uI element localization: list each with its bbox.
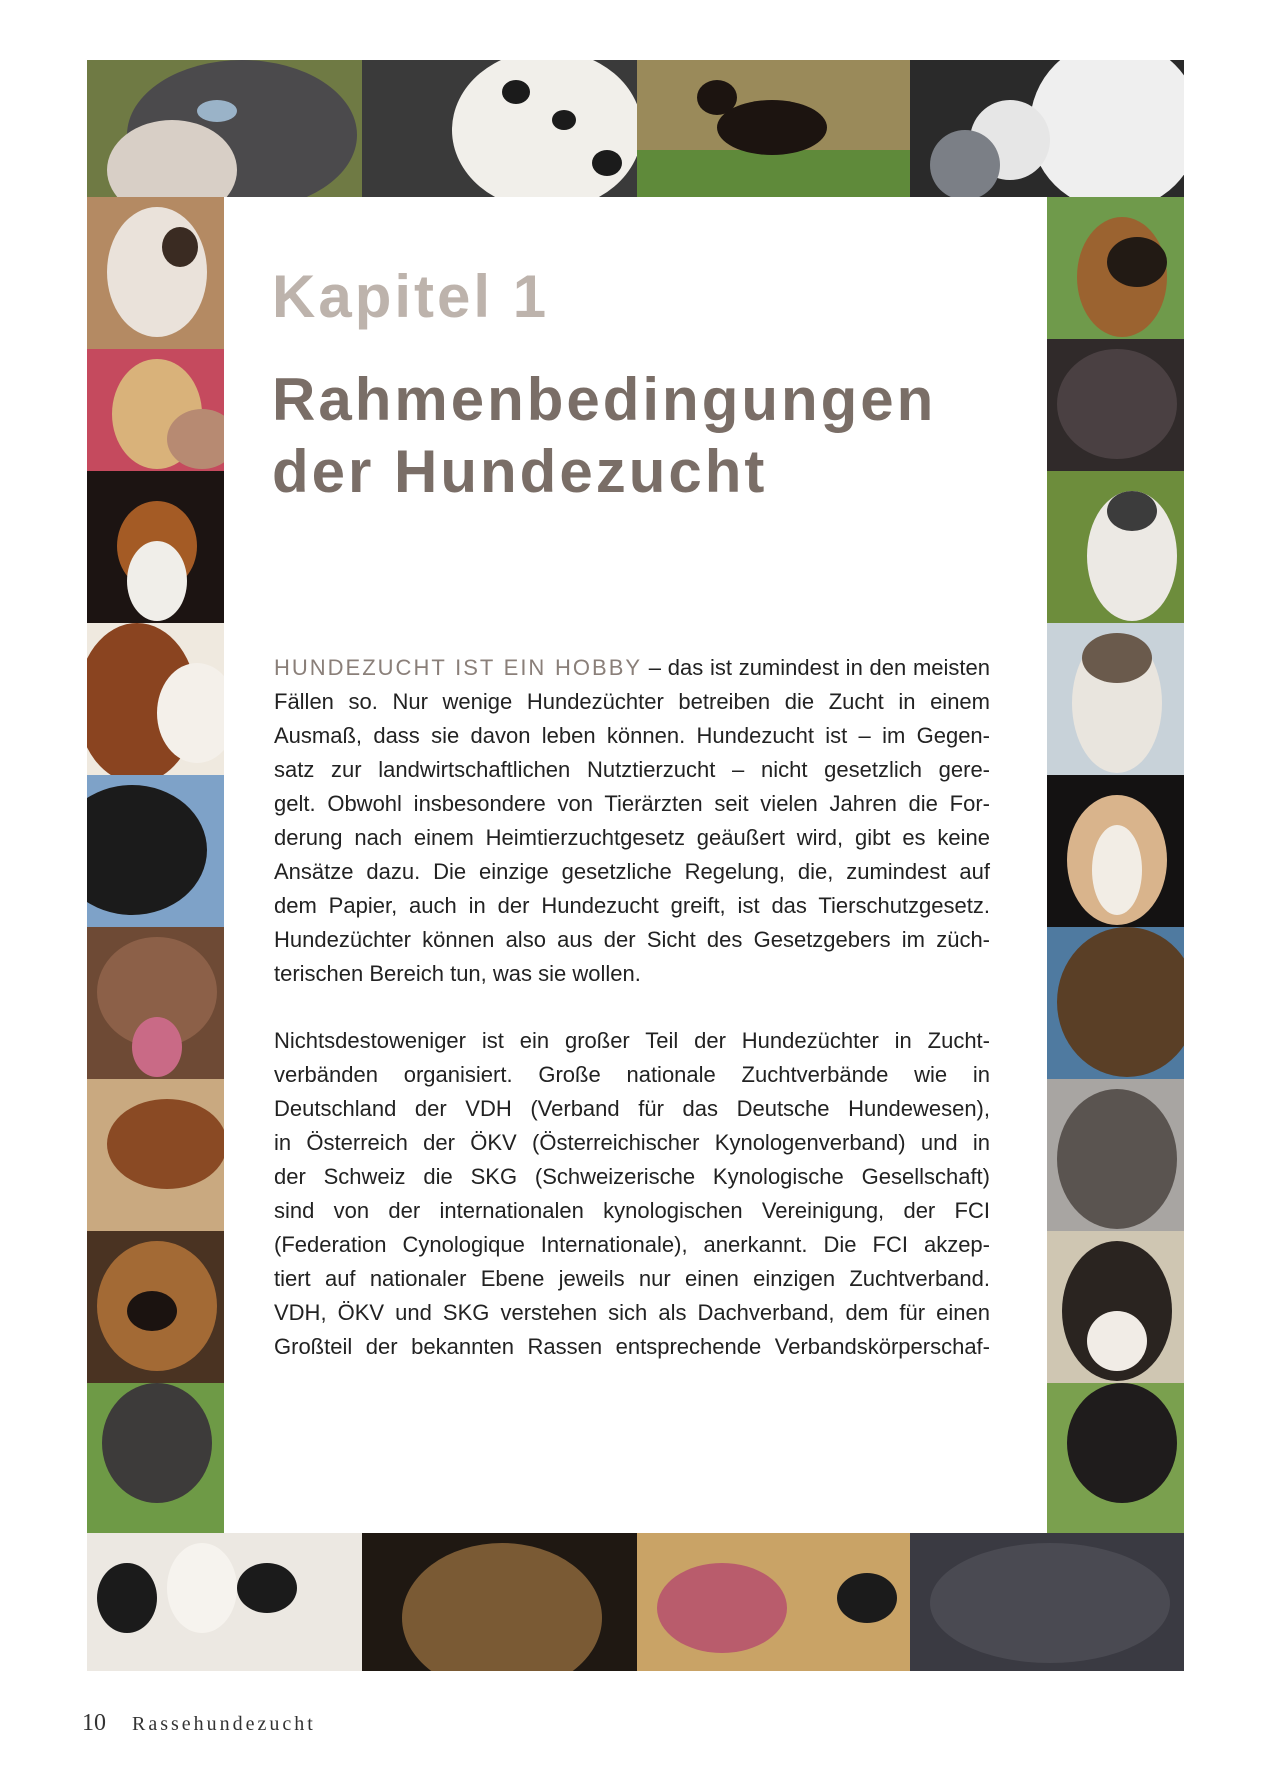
- dog-photo-collie-mouth: [637, 1533, 910, 1671]
- chapter-title-line-2: der Hundezucht: [272, 438, 768, 505]
- dog-photo-left-7: [87, 1079, 224, 1231]
- paragraph-2-line: VDH, ÖKV und SKG verstehen sich als Dachverband, dem für einen: [274, 1300, 990, 1325]
- chapter-title-line-1: Rahmenbedingungen: [272, 366, 937, 433]
- paragraph-2-line: (Federation Cynologique Internationale), anerkannt. Die FCI akzep-: [274, 1232, 990, 1257]
- dog-photo-right-9: [1047, 1383, 1184, 1533]
- dog-photo-dalmatian-puppies: [87, 1533, 362, 1671]
- dog-photo-dalmatian: [362, 60, 637, 197]
- dog-photo-left-1: [87, 197, 224, 349]
- lead-in: HUNDEZUCHT IST EIN HOBBY: [274, 655, 643, 680]
- dog-photo-left-3: [87, 471, 224, 623]
- dog-photo-right-2: [1047, 339, 1184, 471]
- paragraph-1-line: gelt. Obwohl insbesondere von Tierärzten seit vielen Jahren die For-: [274, 791, 990, 816]
- paragraph-2-line: Deutschland der VDH (Verband für das Deutsche Hundewesen),: [274, 1096, 990, 1121]
- paragraph-2-line: verbänden organisiert. Große nationale Zuchtverbände wie in: [274, 1062, 990, 1087]
- paragraph-1-line: Hundezüchter können also aus der Sicht des Gesetzgebers im züch-: [274, 927, 990, 952]
- paragraph-1-line: Ansätze dazu. Die einzige gesetzliche Regelung, die, zumindest auf: [274, 859, 990, 884]
- dog-photo-left-8: [87, 1231, 224, 1383]
- dog-photo-right-6: [1047, 927, 1184, 1079]
- paragraph-1-line: HUNDEZUCHT IST EIN HOBBY – das ist zumindest in den meisten: [274, 655, 990, 680]
- paragraph-1-line: Ausmaß, dass sie davon leben können. Hundezucht ist – im Gegen-: [274, 723, 990, 748]
- paragraph-1-line: dem Papier, auch in der Hundezucht greift, ist das Tierschutzgesetz.: [274, 893, 990, 918]
- dog-photo-right-3: [1047, 471, 1184, 623]
- paragraph-2-line: der Schweiz die SKG (Schweizerische Kynologische Gesellschaft): [274, 1164, 990, 1189]
- chapter-label: Kapitel 1: [272, 263, 550, 330]
- dog-photo-white-poodle: [910, 60, 1184, 197]
- dog-photo-left-2: [87, 349, 224, 471]
- cat-photo-right-8: [1047, 1231, 1184, 1383]
- dog-photo-left-5: [87, 775, 224, 927]
- dog-photo-left-4: [87, 623, 224, 775]
- paragraph-1: [274, 651, 990, 991]
- chapter-title: [272, 364, 1012, 508]
- dog-photo-australian-shepherd: [87, 60, 362, 197]
- dog-photo-left-9: [87, 1383, 224, 1533]
- dog-photo-right-5: [1047, 775, 1184, 927]
- paragraph-1-line: Fällen so. Nur wenige Hundezüchter betreiben die Zucht in einem: [274, 689, 990, 714]
- dog-photo-right-1: [1047, 197, 1184, 339]
- paragraph-2-line: Großteil der bekannten Rassen entsprechende Verbandskörperschaf-: [274, 1334, 990, 1359]
- paragraph-2-line: sind von der internationalen kynologischen Vereinigung, der FCI: [274, 1198, 990, 1223]
- dog-photo-dark-fur: [910, 1533, 1184, 1671]
- dog-photo-right-4: [1047, 623, 1184, 775]
- dog-photo-rottweiler-running: [637, 60, 910, 197]
- dog-photo-left-6: [87, 927, 224, 1079]
- paragraph-2-line: Nichtsdestoweniger ist ein großer Teil der Hundezüchter in Zucht-: [274, 1028, 990, 1053]
- paragraph-2-line: tiert auf nationaler Ebene jeweils nur einen einzigen Zuchtverband.: [274, 1266, 990, 1291]
- running-head: Rassehundezucht: [132, 1713, 316, 1735]
- page-footer: [82, 1710, 316, 1737]
- paragraph-2-line: in Österreich der ÖKV (Österreichischer Kynologenverband) und in: [274, 1130, 990, 1155]
- page-number: 10: [82, 1710, 106, 1736]
- dog-photo-shepherd-mix: [362, 1533, 637, 1671]
- paragraph-1-line: terischen Bereich tun, was sie wollen.: [274, 961, 641, 986]
- paragraph-1-line: derung nach einem Heimtierzuchtgesetz geäußert wird, gibt es keine: [274, 825, 990, 850]
- dog-photo-right-7: [1047, 1079, 1184, 1231]
- paragraph-1-line: satz zur landwirtschaftlichen Nutztierzucht – nicht gesetzlich gere-: [274, 757, 990, 782]
- paragraph-2: [274, 1024, 990, 1364]
